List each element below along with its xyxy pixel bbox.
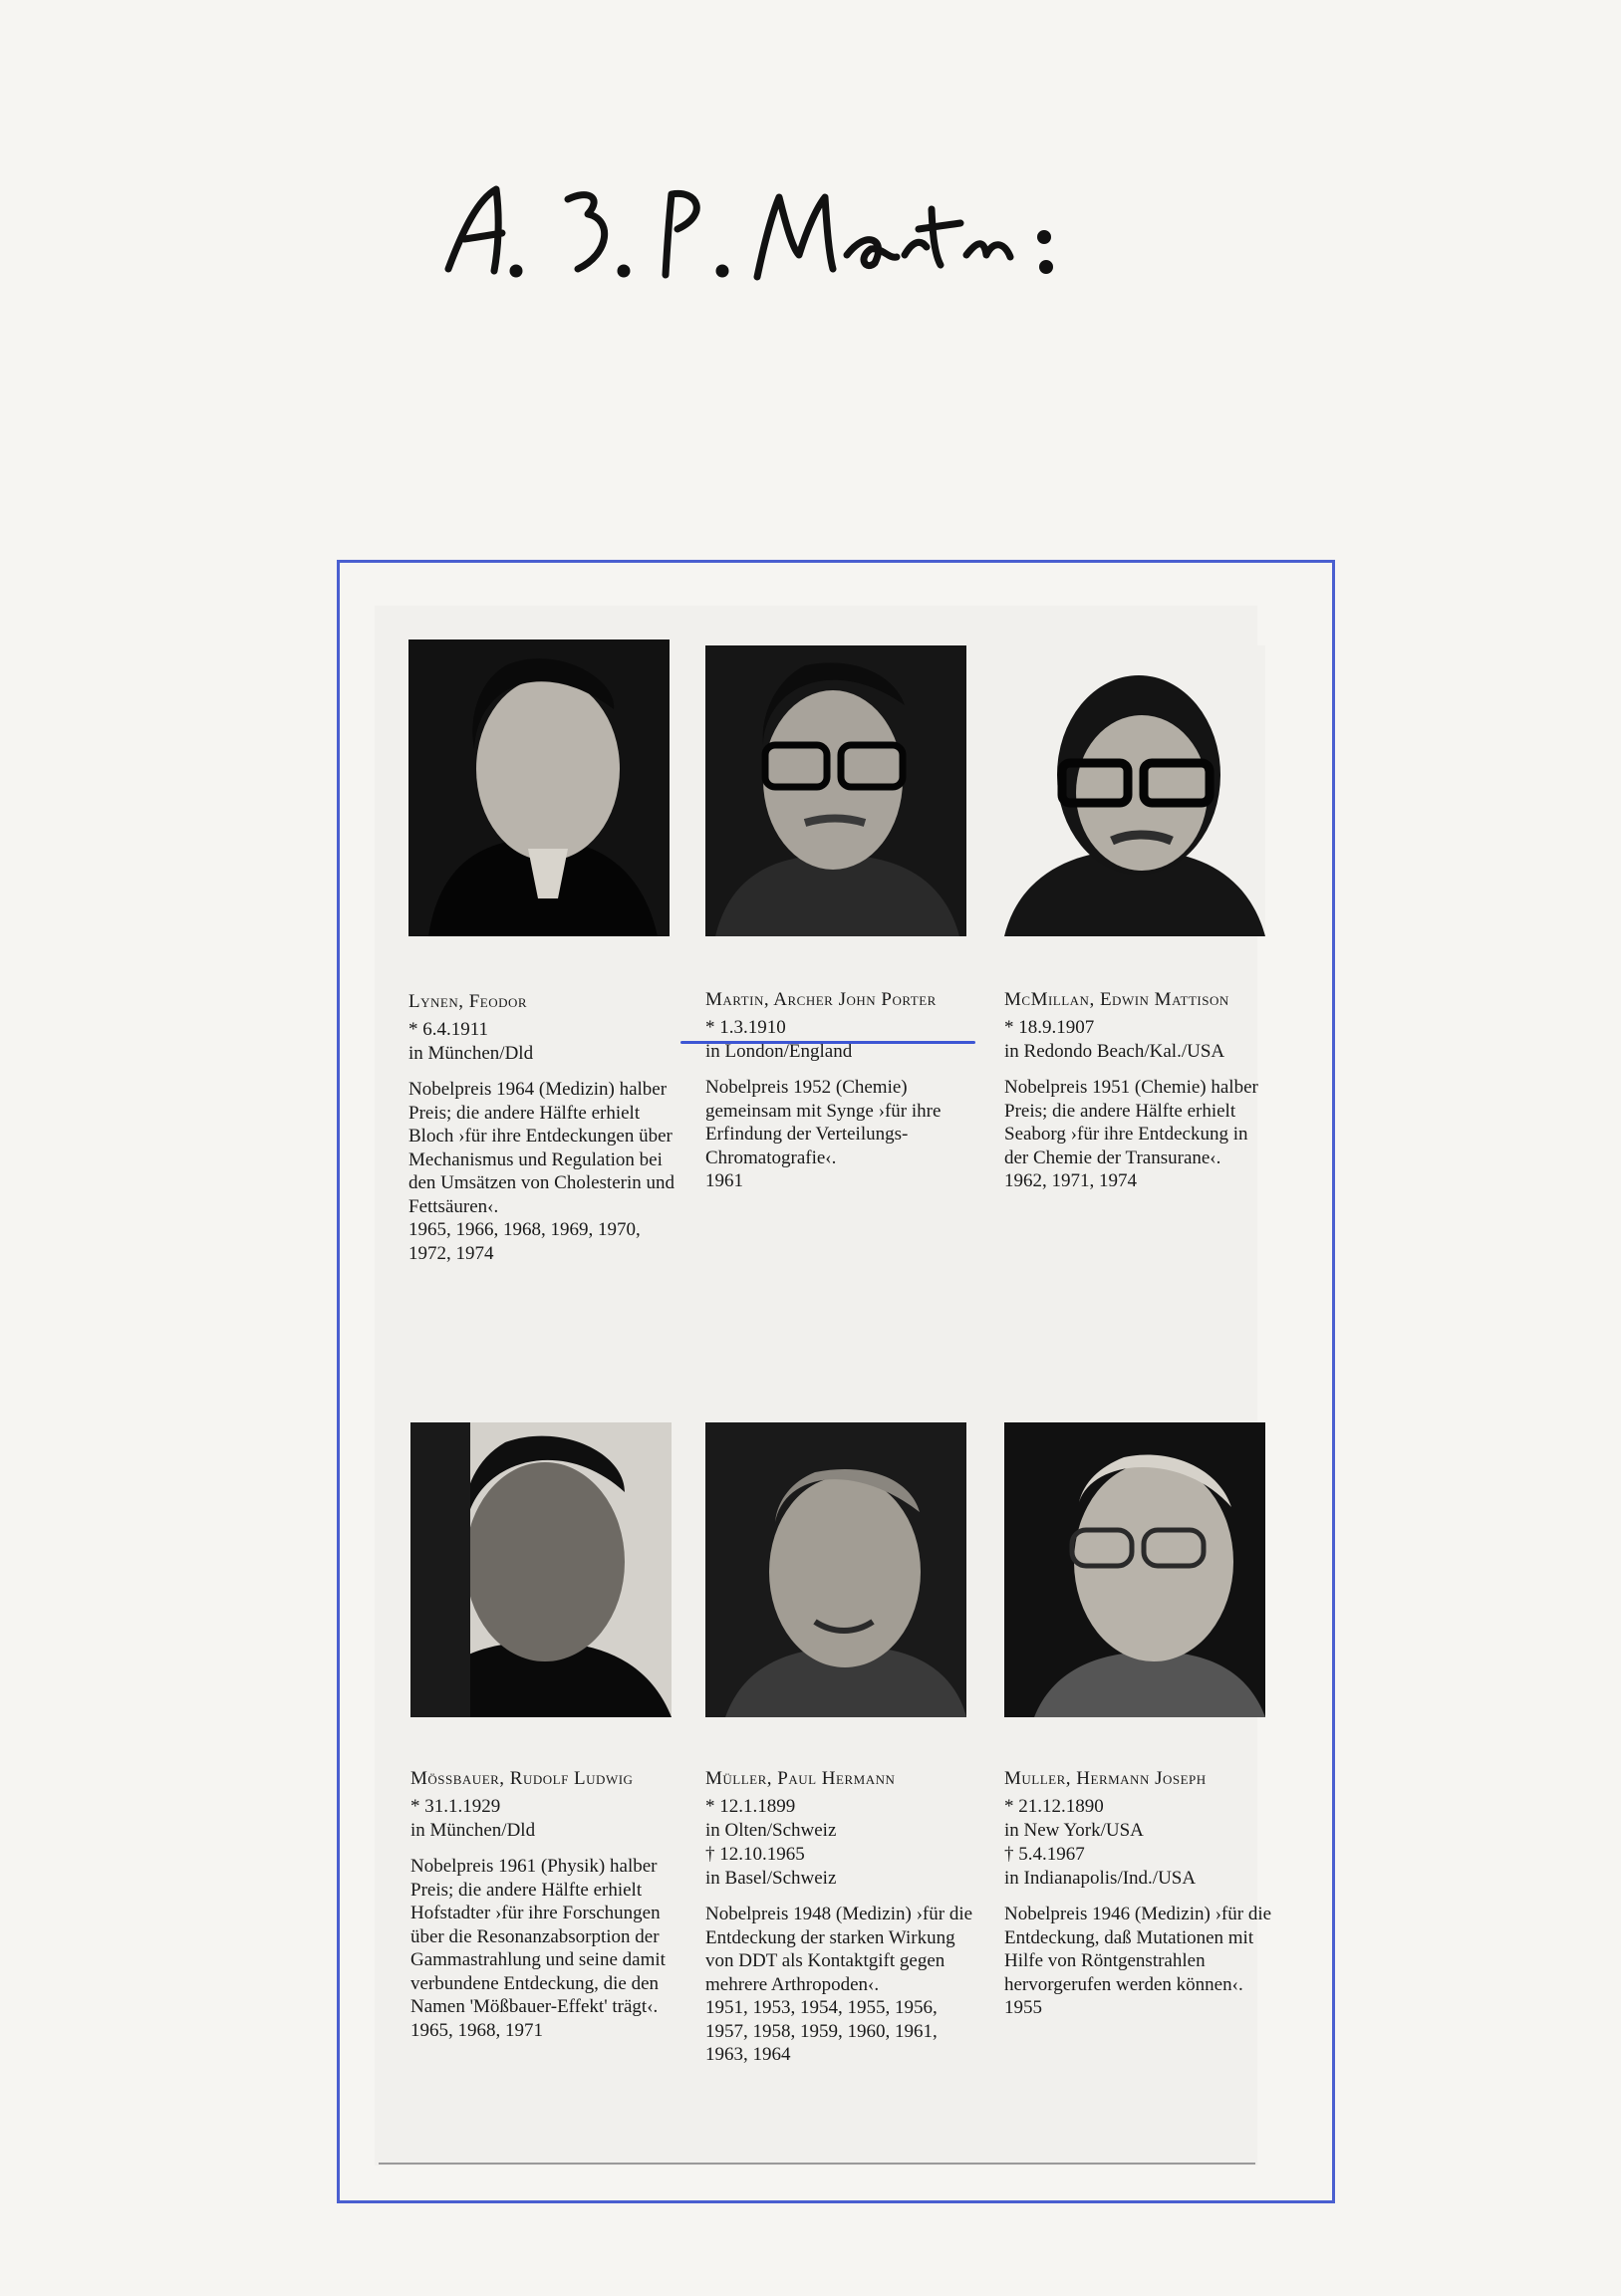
entry-lynen	[408, 639, 679, 1265]
birth-date: * 18.9.1907	[1004, 1017, 1095, 1038]
prize-description: Nobelpreis 1952 (Chemie) gemeinsam mit Synge ›für ihre Erfindung der Verteilungs-Chromatografie‹.	[705, 1077, 942, 1168]
person-name: Lynen, Feodor	[408, 991, 528, 1012]
signature-drawing	[428, 159, 1106, 309]
portrait-photo-muller-hermann	[1004, 1422, 1265, 1717]
entry-mueller-paul	[705, 1422, 976, 2067]
issue-years: 1965, 1966, 1968, 1969, 1970, 1972, 1974	[408, 1219, 641, 1264]
birth-date: * 21.12.1890	[1004, 1796, 1104, 1817]
death-place: in Indianapolis/Ind./USA	[1004, 1868, 1197, 1889]
entry-mcmillan	[1004, 645, 1275, 1193]
prize-description: Nobelpreis 1964 (Medizin) halber Preis; die andere Hälfte erhielt Bloch ›für ihre Entdeckungen über Mechanismus und Regulation bei den Umsätzen von Cholesterin und Fettsäuren‹.	[408, 1079, 675, 1217]
prize-description: Nobelpreis 1951 (Chemie) halber Preis; die andere Hälfte erhielt Seaborg ›für ihre Entdeckung in der Chemie der Transurane‹.	[1004, 1077, 1258, 1168]
birth-date: * 1.3.1910	[705, 1017, 786, 1038]
issue-years: 1951, 1953, 1954, 1955, 1956, 1957, 1958, 1959, 1960, 1961, 1963, 1964	[705, 1997, 938, 2065]
prize-description: Nobelpreis 1946 (Medizin) ›für die Entdeckung, daß Mutationen mit Hilfe von Röntgenstrahlen hervorgerufen werden können‹.	[1004, 1904, 1272, 1995]
person-name: Martin, Archer John Porter	[705, 989, 937, 1010]
prize-description: Nobelpreis 1961 (Physik) halber Preis; die andere Hälfte erhielt Hofstadter ›für ihre Forschungen über die Resonanzabsorption der Gammastrahlung und seine damit verbundene Entdeckung, die den Namen 'Mößbauer-Effekt' trägt‹.	[410, 1856, 666, 2017]
birth-place: in Olten/Schweiz	[705, 1820, 837, 1841]
birth-date: * 31.1.1929	[410, 1796, 501, 1817]
entry-moessbauer	[410, 1422, 681, 2042]
entry-muller-hermann	[1004, 1422, 1275, 2020]
person-name: McMillan, Edwin Mattison	[1004, 989, 1229, 1010]
portrait-photo-lynen	[408, 639, 670, 936]
prize-description: Nobelpreis 1948 (Medizin) ›für die Entdeckung der starken Wirkung von DDT als Kontaktgift gegen mehrere Arthropoden‹.	[705, 1904, 973, 1995]
death-place: in Basel/Schweiz	[705, 1868, 837, 1889]
person-name: Müller, Paul Hermann	[705, 1768, 896, 1789]
birth-place: in London/England	[705, 1041, 853, 1062]
clipping-bottom-rule	[379, 2163, 1255, 2165]
handwritten-underline	[680, 1041, 975, 1044]
birth-place: in Redondo Beach/Kal./USA	[1004, 1041, 1225, 1062]
entry-martin	[705, 645, 976, 1193]
issue-years: 1961	[705, 1170, 743, 1191]
birth-place: in München/Dld	[408, 1043, 534, 1064]
birth-date: * 12.1.1899	[705, 1796, 796, 1817]
portrait-photo-moessbauer	[410, 1422, 672, 1717]
portrait-photo-mueller-paul	[705, 1422, 966, 1717]
person-name: Muller, Hermann Joseph	[1004, 1768, 1207, 1789]
portrait-photo-mcmillan	[1004, 645, 1265, 936]
person-name: Mössbauer, Rudolf Ludwig	[410, 1768, 634, 1789]
death-date: † 12.10.1965	[705, 1844, 805, 1865]
death-date: † 5.4.1967	[1004, 1844, 1085, 1865]
issue-years: 1955	[1004, 1997, 1042, 2018]
handwritten-signature	[428, 159, 1106, 309]
birth-place: in New York/USA	[1004, 1820, 1144, 1841]
birth-place: in München/Dld	[410, 1820, 536, 1841]
portrait-photo-martin	[705, 645, 966, 936]
issue-years: 1965, 1968, 1971	[410, 2019, 543, 2041]
birth-date: * 6.4.1911	[408, 1019, 489, 1040]
issue-years: 1962, 1971, 1974	[1004, 1170, 1137, 1191]
